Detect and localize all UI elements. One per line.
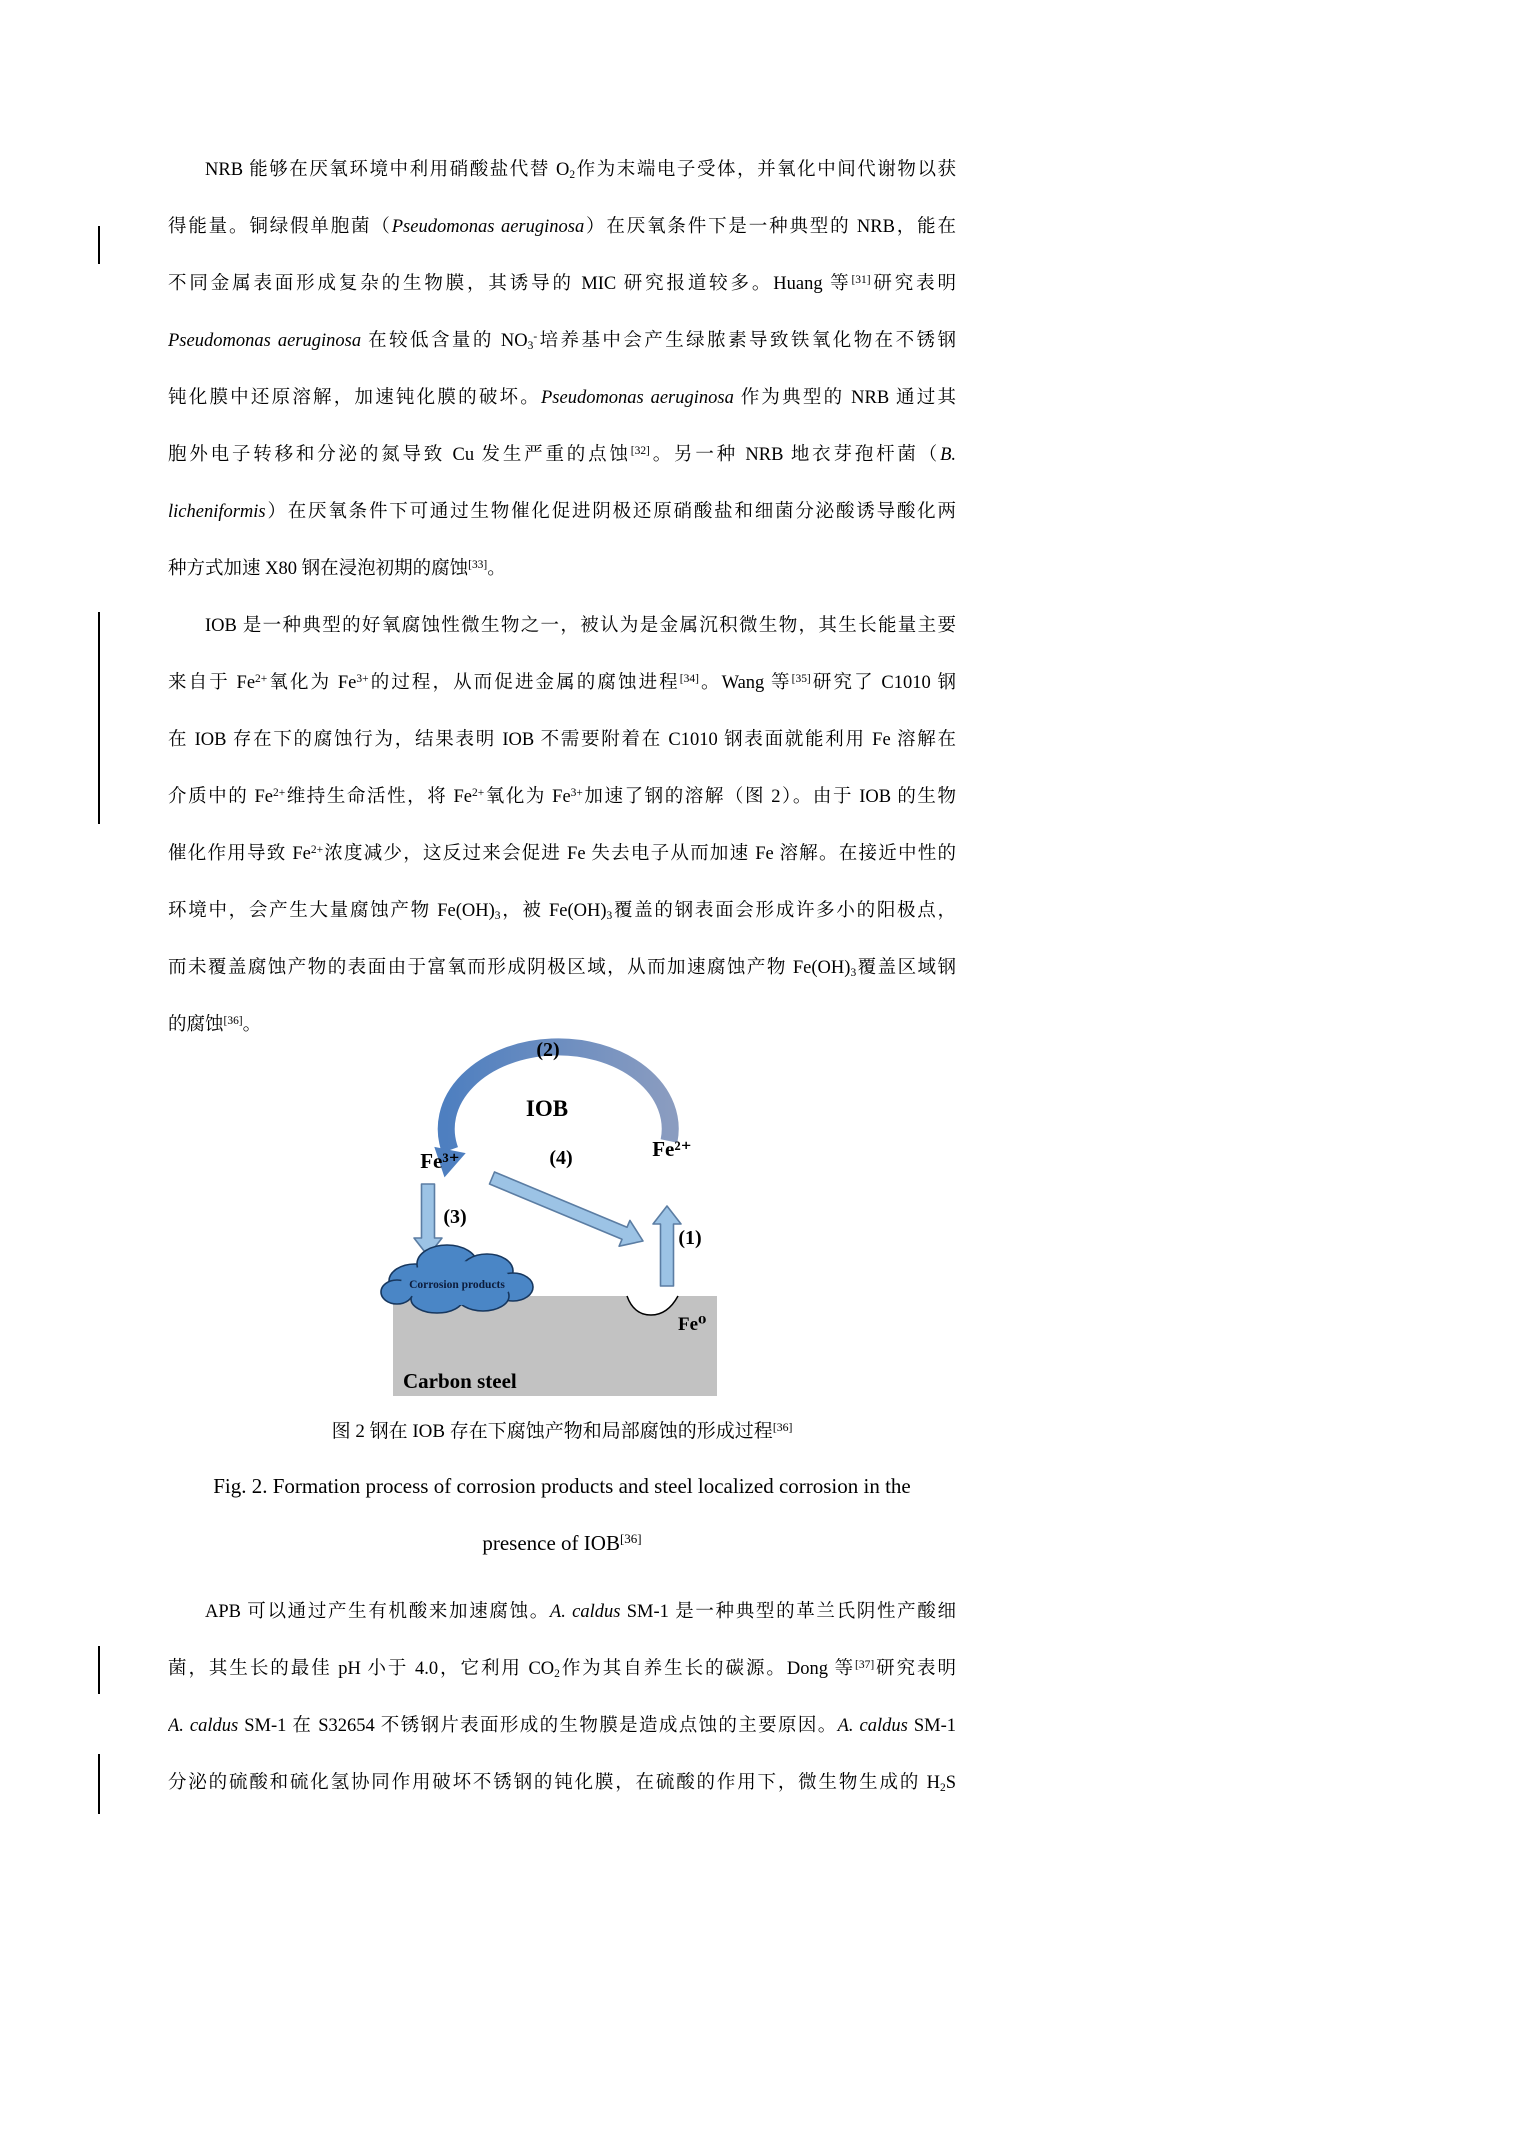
text-line: A. caldus SM-1 在 S32654 不锈钢片表面形成的生物膜是造成点蚀的主要原因。A. caldus SM-1 xyxy=(168,1716,956,1736)
fe3-label: Fe³⁺ xyxy=(420,1149,460,1173)
text-line: 得能量。铜绿假单胞菌（Pseudomonas aeruginosa）在厌氧条件下是一种典型的 NRB，能在 xyxy=(168,217,956,237)
text-line: 环境中，会产生大量腐蚀产物 $Fe(OH)_3$，被 $Fe(OH)_3$覆盖的钢表面会形成许多小的阳极点， xyxy=(168,901,956,923)
iob-corrosion-diagram xyxy=(375,1038,725,1406)
revision-bar-3 xyxy=(98,1646,100,1694)
text-line: 胞外电子转移和分泌的氮导致 Cu 发生严重的点蚀[32]。另一种 NRB 地衣芽孢杆菌（B. xyxy=(168,444,956,465)
text-line: IOB 是一种典型的好氧腐蚀性微生物之一，被认为是金属沉积微生物，其生长能量主要 xyxy=(205,616,956,636)
fe2-label: Fe²⁺ xyxy=(652,1137,692,1161)
paragraph-apb xyxy=(168,1584,956,1812)
text-line: 介质中的 $Fe^{2+}$维持生命活性，将 $Fe^{2+}$氧化为 $Fe^{3+}$加速了钢的溶解（图 2）。由于 IOB 的生物 xyxy=(168,786,956,807)
step2-label: (2) xyxy=(536,1039,560,1061)
body-text xyxy=(168,142,956,1054)
text-line: Pseudomonas aeruginosa 在较低含量的 $NO_3^-$培养基中会产生绿脓素导致铁氧化物在不锈钢 xyxy=(168,330,956,353)
figure-caption-en-line2: presence of IOB[36] xyxy=(482,1530,642,1555)
cloud-label: Corrosion products xyxy=(409,1279,505,1291)
iob-label: IOB xyxy=(525,1096,569,1121)
text-line: 分泌的硫酸和硫化氢协同作用破坏不锈钢的钝化膜，在硫酸的作用下，微生物生成的 $H_2S$ xyxy=(168,1773,956,1795)
text-line: 种方式加速 X80 钢在浸泡初期的腐蚀[33]。 xyxy=(168,558,506,579)
step3-label: (3) xyxy=(443,1206,467,1228)
revision-bar-1 xyxy=(98,226,100,264)
text-line: APB 可以通过产生有机酸来加速腐蚀。A. caldus SM-1 是一种典型的革兰氏阴性产酸细 xyxy=(205,1602,956,1622)
step1-label: (1) xyxy=(678,1227,702,1249)
text-line: 不同金属表面形成复杂的生物膜，其诱导的 MIC 研究报道较多。Huang 等[31]研究表明 xyxy=(168,273,956,294)
paragraph-iob xyxy=(168,598,956,1054)
text-line: 催化作用导致 $Fe^{2+}$浓度减少，这反过来会促进 Fe 失去电子从而加速 Fe 溶解。在接近中性的 xyxy=(168,843,956,864)
text-line: 来自于 $Fe^{2+}$氧化为 $Fe^{3+}$的过程，从而促进金属的腐蚀进程[34]。Wang 等[35]研究了 C1010 钢 xyxy=(168,672,956,693)
text-line: 而未覆盖腐蚀产物的表面由于富氧而形成阴极区域，从而加速腐蚀产物 $Fe(OH)_3$覆盖区域钢 xyxy=(168,958,956,980)
fe0-label: Fe⁰ xyxy=(678,1314,707,1335)
text-line: licheniformis）在厌氧条件下可通过生物催化促进阴极还原硝酸盐和细菌分泌酸诱导酸化两 xyxy=(168,502,956,522)
figure-2 xyxy=(375,1038,725,1406)
text-line: NRB 能够在厌氧环境中利用硝酸盐代替 $O_2$作为末端电子受体，并氧化中间代谢物以获 xyxy=(205,160,956,182)
figure-caption-en-line1: Fig. 2. Formation process of corrosion products and steel localized corrosion in the xyxy=(213,1474,911,1498)
text-line: 菌，其生长的最佳 pH 小于 4.0，它利用 $CO_2$作为其自养生长的碳源。Dong 等[37]研究表明 xyxy=(168,1658,956,1681)
figure-caption-zh: 图 2 钢在 IOB 存在下腐蚀产物和局部腐蚀的形成过程[36] xyxy=(331,1420,793,1442)
paragraph-nrb xyxy=(168,142,956,598)
text-line: 钝化膜中还原溶解，加速钝化膜的破坏。Pseudomonas aeruginosa 作为典型的 NRB 通过其 xyxy=(168,388,956,408)
body-text-apb xyxy=(168,1584,956,1812)
step4-label: (4) xyxy=(549,1147,573,1169)
revision-bar-4 xyxy=(98,1754,100,1814)
arrow-step4-diagonal-icon xyxy=(490,1172,644,1246)
carbon-steel-label: Carbon steel xyxy=(403,1369,517,1393)
arrow-step1-up-icon xyxy=(653,1206,681,1286)
text-line: 在 IOB 存在下的腐蚀行为，结果表明 IOB 不需要附着在 C1010 钢表面就能利用 Fe 溶解在 xyxy=(168,730,956,750)
text-line: 的腐蚀[36]。 xyxy=(168,1014,262,1035)
revision-bar-2 xyxy=(98,612,100,824)
